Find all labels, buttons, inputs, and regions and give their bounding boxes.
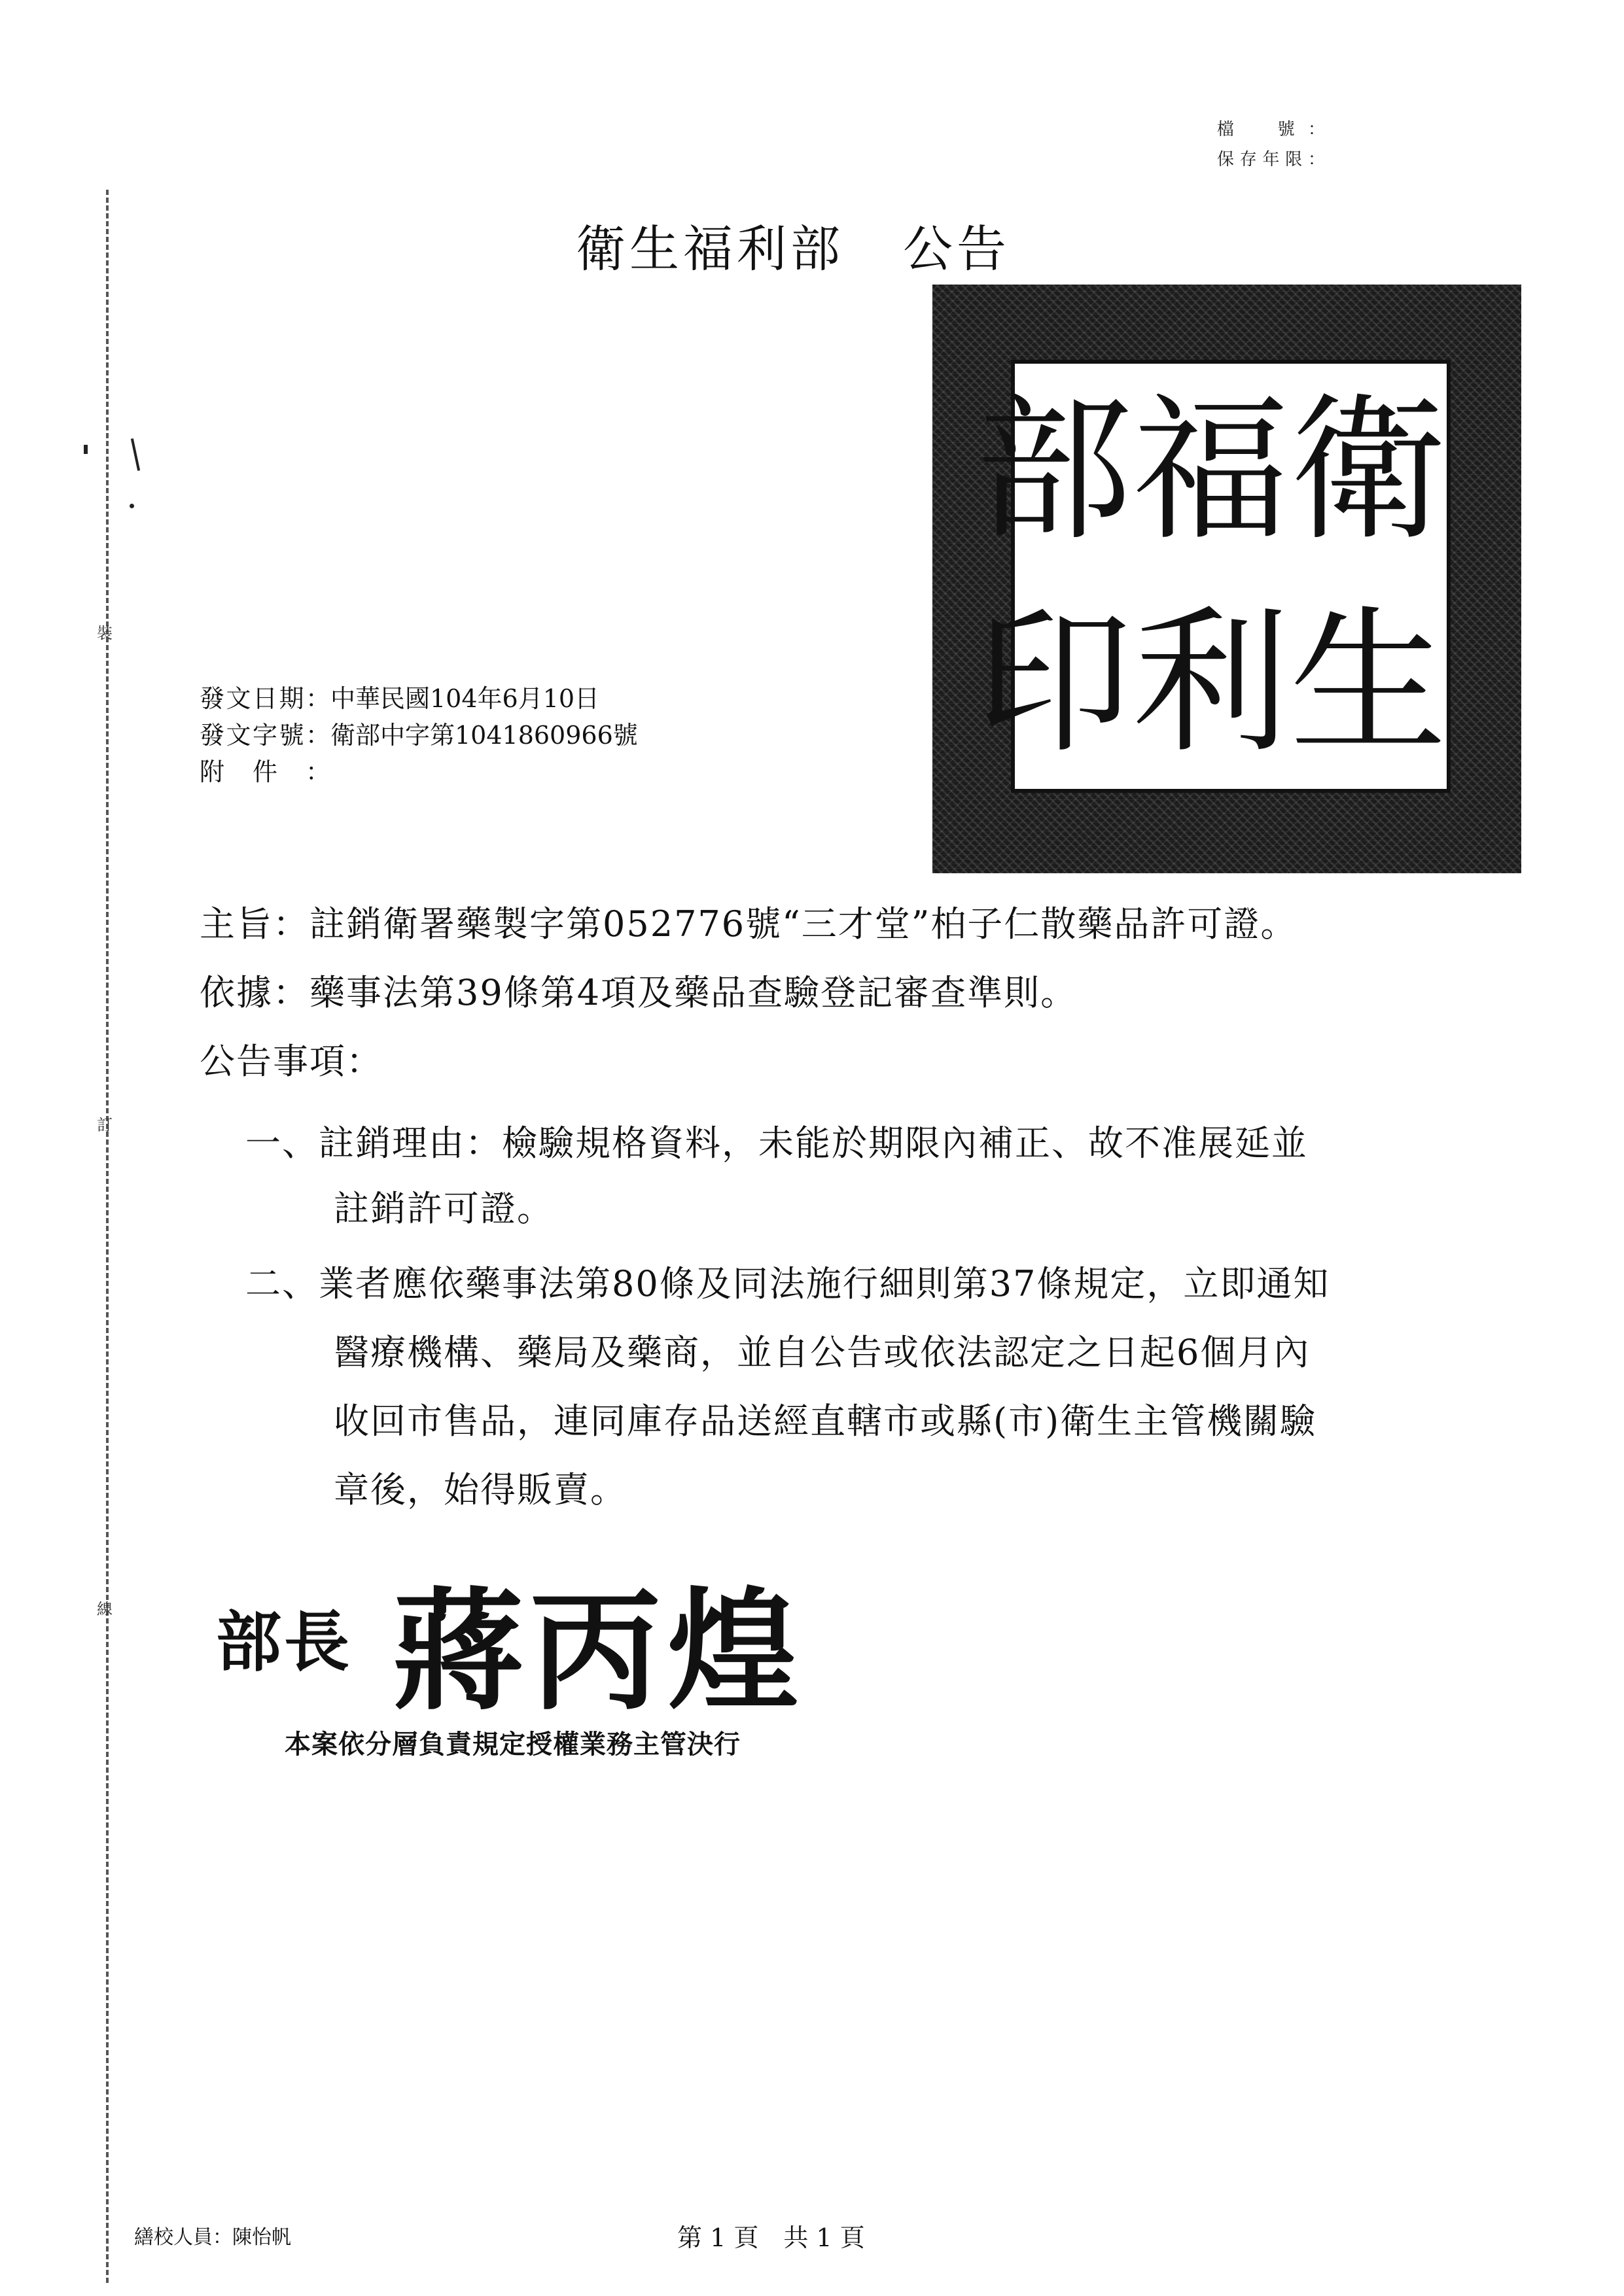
date-value: 中華民國104年6月10日 bbox=[330, 684, 600, 713]
seal-char: 印 bbox=[975, 591, 1133, 774]
scan-mark bbox=[131, 438, 140, 471]
document-title bbox=[576, 209, 1010, 281]
items-heading: 公告事項： bbox=[200, 1041, 383, 1082]
meta-date-row bbox=[200, 680, 638, 717]
retention-label: 保存年限： bbox=[1217, 150, 1325, 169]
item2-line3: 收回市售品，連同庫存品送經直轄市或縣(市)衛生主管機關驗 bbox=[334, 1400, 1317, 1442]
date-label: 發文日期： bbox=[200, 684, 330, 713]
subject-line: 主旨：註銷衛署藥製字第052776號“三才堂”柏子仁散藥品許可證。 bbox=[200, 903, 1297, 945]
document-type: 公告 bbox=[903, 220, 1010, 278]
binding-char-xian: 線 bbox=[97, 1600, 113, 1618]
file-number-label: 檔 號： bbox=[1217, 120, 1325, 139]
signature-name: 蔣丙煌 bbox=[393, 1574, 805, 1728]
item1-line1: 一、註銷理由：檢驗規格資料，未能於期限內補正、故不准展延並 bbox=[245, 1122, 1308, 1164]
document-meta bbox=[200, 680, 638, 790]
signature-title: 部長 bbox=[216, 1603, 352, 1680]
scan-mark bbox=[130, 504, 134, 508]
binding-char-ding: 訂 bbox=[97, 1116, 113, 1134]
number-label: 發文字號： bbox=[200, 721, 330, 750]
meta-number-row bbox=[200, 717, 638, 754]
official-seal bbox=[932, 285, 1521, 873]
agency-name: 衛生福利部 bbox=[576, 220, 844, 278]
item1-line2: 註銷許可證。 bbox=[334, 1188, 554, 1229]
seal-char: 衛 bbox=[1289, 378, 1447, 562]
number-value: 衛部中字第1041860966號 bbox=[330, 721, 638, 750]
scan-mark bbox=[84, 445, 88, 454]
delegation-note: 本案依分層負責規定授權業務主管決行 bbox=[285, 1729, 741, 1760]
seal-char: 利 bbox=[1132, 591, 1290, 774]
seal-char: 部 bbox=[975, 378, 1133, 562]
seal-char: 生 bbox=[1289, 591, 1447, 774]
item2-line2: 醫療機構、藥局及藥商，並自公告或依法認定之日起6個月內 bbox=[334, 1332, 1311, 1373]
meta-attachment-row bbox=[200, 754, 638, 790]
seal-face bbox=[975, 360, 1451, 793]
attachment-label: 附件： bbox=[200, 757, 330, 786]
basis-line: 依據：藥事法第39條第4項及藥品查驗登記審查準則。 bbox=[200, 972, 1078, 1013]
binding-char-zhuang: 裝 bbox=[97, 624, 113, 642]
proofreader: 繕校人員：陳怡帆 bbox=[134, 2226, 291, 2249]
seal-char: 福 bbox=[1132, 378, 1290, 562]
file-info bbox=[1217, 114, 1325, 175]
page-number: 第 1 頁 共 1 頁 bbox=[677, 2223, 865, 2252]
binding-line bbox=[106, 190, 109, 2283]
item2-line4: 章後，始得販賣。 bbox=[334, 1469, 627, 1510]
item2-line1: 二、業者應依藥事法第80條及同法施行細則第37條規定，立即通知 bbox=[245, 1263, 1330, 1304]
